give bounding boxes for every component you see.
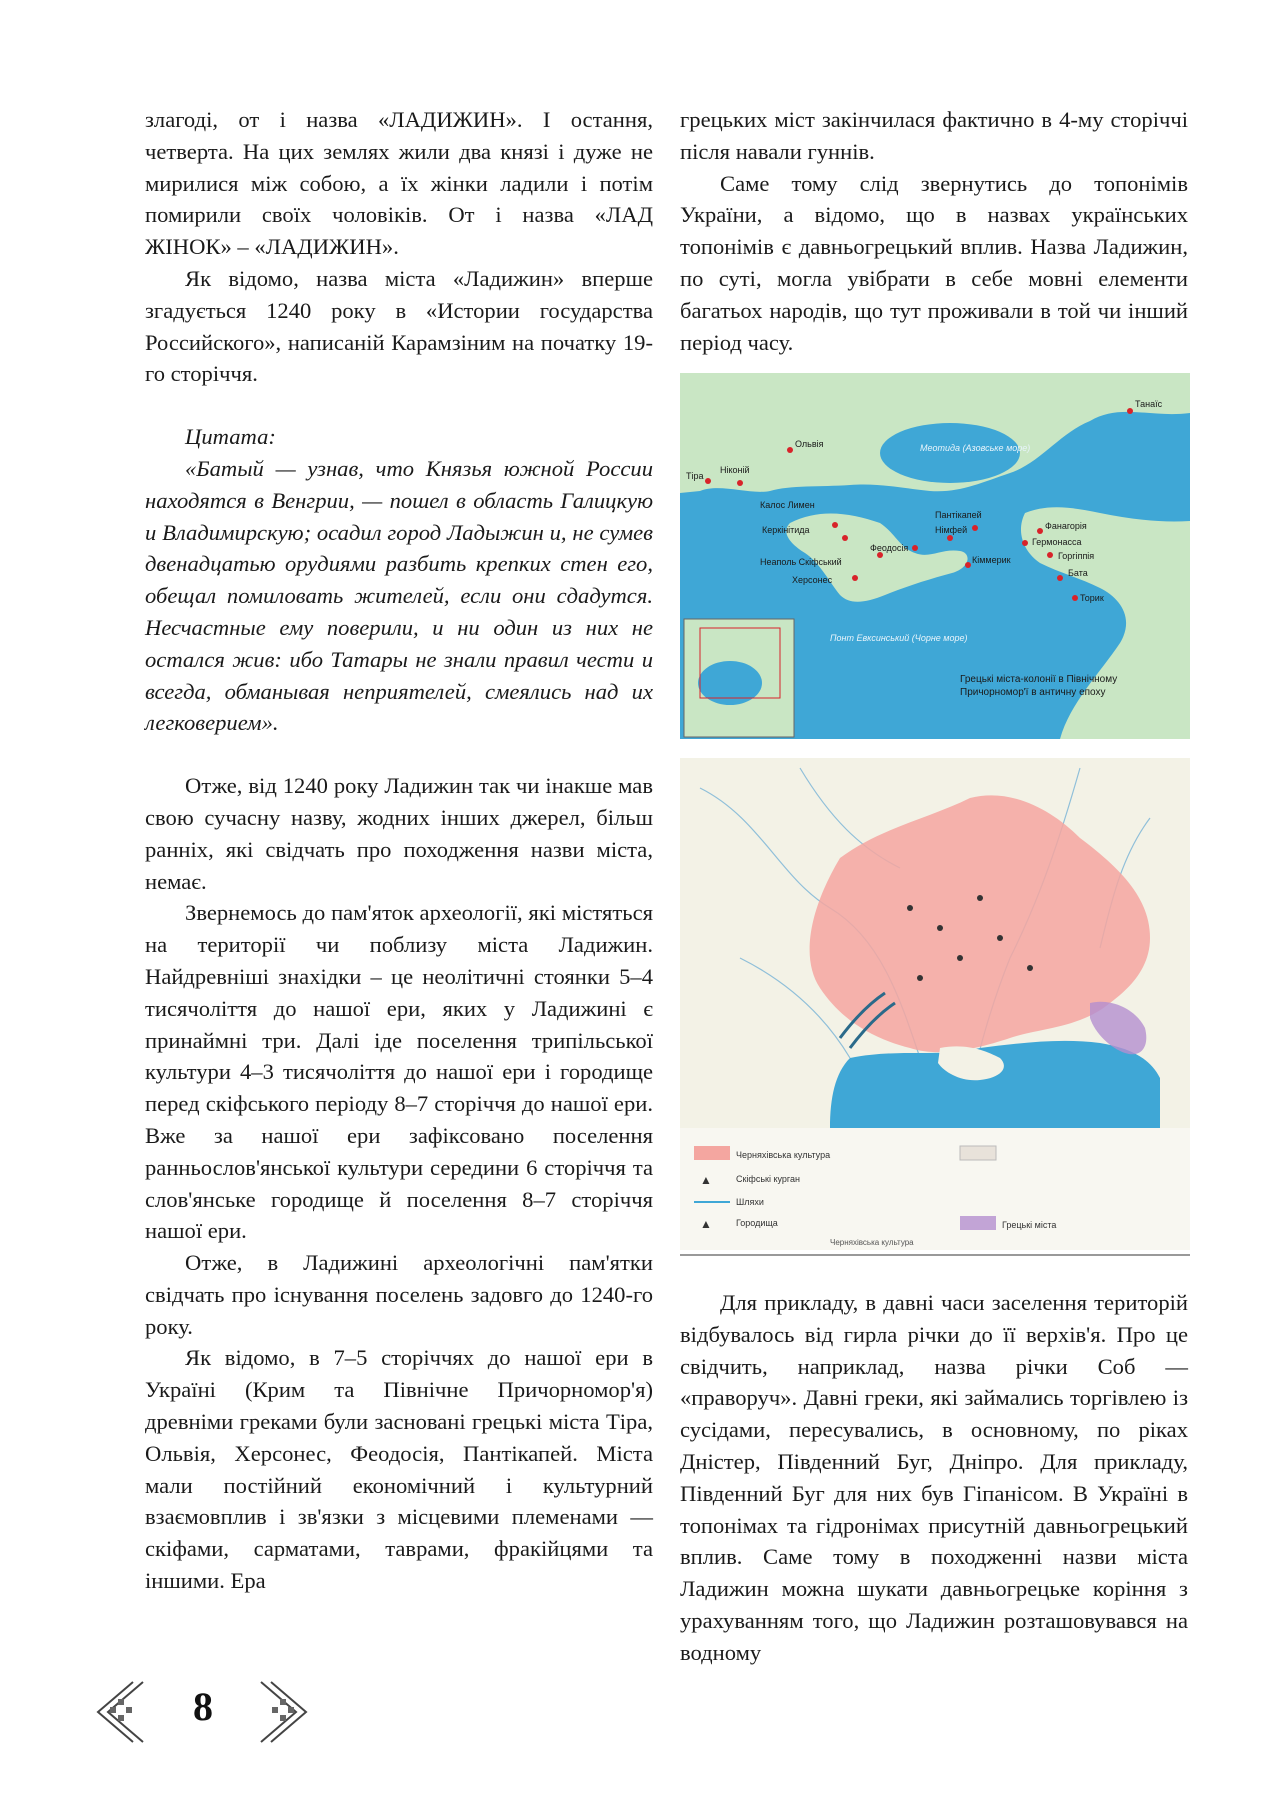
divider	[680, 1254, 1190, 1256]
svg-text:▲: ▲	[700, 1217, 712, 1231]
map-label: Феодосія	[870, 543, 909, 553]
map-label: Тіра	[686, 471, 704, 481]
legend-item: Шляхи	[736, 1197, 764, 1207]
map-label: Ніконій	[720, 465, 750, 475]
legend-item: Городища	[736, 1218, 778, 1228]
map-label: Керкінітида	[762, 525, 810, 535]
map-label: Кіммерик	[972, 555, 1011, 565]
map-label: Бата	[1068, 568, 1088, 578]
legend-item: Грецькі міста	[1002, 1220, 1057, 1230]
paragraph: Отже, від 1240 року Ладижин так чи інакше мав свою сучасну назву, жодних інших джерел, більш ранніх, які свідчать про походження назви міста, немає.	[145, 773, 653, 894]
map-label: Меотида (Азовське море)	[920, 443, 1031, 453]
map-greek-colonies	[680, 373, 1190, 739]
paragraph: Саме тому слід звернутись до топонімів України, а відомо, що в назвах українських топонімів є давньогрецький вплив. Назва Ладижин, по суті, могла увібрати в себе мовні елементи багатьох народів, що тут проживали в той чи інший період часу.	[680, 170, 1188, 355]
map-label: Неаполь Скіфський	[760, 557, 842, 567]
paragraph: Отже, в Ладижині археологічні пам'ятки свідчать про існування поселень задовго до 1240-го року.	[145, 1250, 653, 1339]
paragraph: Як відомо, назва міста «Ладижин» вперше згадується 1240 року в «Истории государства Российского», написаній Карамзіним на початку 19-го сторіччя.	[145, 265, 653, 387]
paragraph: грецьких міст закінчилася фактично в 4-му сторіччі після навали гуннів.	[680, 107, 1188, 164]
map-label: Танаїс	[1135, 399, 1163, 409]
map-caption: Черняхівська культура	[830, 1238, 914, 1247]
legend-item: Черняхівська культура	[736, 1150, 831, 1160]
paragraph: Для прикладу, в давні часи заселення територій відбувалось від гирла річки до її верхів'я. Про це свідчить, наприклад, назва річки Соб — «праворуч». Давні греки, які займались торгівлею із сусідами, пересувались, в основному, по ріках Дністер, Південний Буг, Дніпро. Для прикладу, Південний Буг для них був Гіпанісом. В Україні в топонімах та гідронімах присутній давньогрецький вплив. Саме тому в походженні назви міста Ладижин можна шукати давньогрецьке коріння з урахуванням того, що Ладижин розташовувався на водному	[680, 1290, 1188, 1665]
map-label: Калос Лимен	[760, 500, 815, 510]
left-column	[145, 104, 653, 1597]
map-chernyakhiv	[680, 758, 1190, 1250]
map-label: Фанагорія	[1045, 521, 1087, 531]
map-label: Гермонасса	[1032, 537, 1082, 547]
quote-text: «Батый — узнав, что Князья южной России находятся в Венгрии, — пошел в область Галицкую и Владимирскую; осадил город Ладыжин и, не сумев двенадцатью орудиями разбить крепких стен его, обещал помиловать жителей, если они сдадутся. Несчастные ему поверили, и ни один из них не остался жив: ибо Татары не знали правил чести и всегда, обманывая неприятелей, смеялись над их легковерием».	[145, 455, 653, 736]
paragraph: Звернемось до пам'яток археології, які містяться на території чи поблизу міста Ладижин. Найдревніші знахідки – це неолітичні стоянки 5–4 тисячоліття до нашої ери, яких у Ладижині є принаймні три. Далі іде поселення трипільської культури 4–3 тисячоліття до нашої ери і городище перед скіфського періоду 8–7 сторіччя до нашої ери. Вже за нашої ери зафіксовано поселення ранньослов'янської культури середини 6 сторіччя та слов'янське городище й поселення 8–7 сторіччя нашої ери.	[145, 900, 653, 1244]
map-label: Торик	[1080, 593, 1104, 603]
page-number: 8	[193, 1684, 213, 1729]
map-caption: Грецькі міста-колонії в Північному Причорномор'ї в античну епоху	[960, 674, 1118, 698]
paragraph: злагоді, от і назва «ЛАДИЖИН». І остання, четверта. На цих землях жили два князі і дуже не мирилися між собою, а їх жінки ладили і потім помирили своїх чоловіків. От і назва «ЛАД ЖІНОК» – «ЛАДИЖИН».	[145, 107, 653, 260]
ornament-right-icon	[256, 1677, 316, 1747]
map-chernyakhiv-svg	[680, 758, 1190, 1250]
map-label: Німфей	[935, 525, 968, 535]
legend-item: Скіфські курган	[736, 1174, 800, 1184]
map-label: Херсонес	[792, 575, 833, 585]
svg-text:▲: ▲	[700, 1173, 712, 1187]
quote-label: Цитата:	[185, 424, 276, 450]
map-label: Понт Евксинський (Чорне море)	[830, 633, 968, 643]
map-label: Ольвія	[795, 439, 824, 449]
paragraph: Як відомо, в 7–5 сторіччях до нашої ери в Україні (Крим та Північне Причорномор'я) древніми греками були засновані грецькі міста Тіра, Ольвія, Херсонес, Феодосія, Пантікапей. Міста мали постійний економічний і культурний взаємовплив і зв'язки з місцевими племенами — скіфами, сарматами, таврами, фракійцями та іншими. Ера	[145, 1345, 653, 1594]
right-column-bottom	[680, 1287, 1188, 1669]
map-label: Пантікапей	[935, 510, 982, 520]
map-label: Горгіппія	[1058, 551, 1095, 561]
right-column-top	[680, 104, 1188, 358]
ornament-left-icon	[88, 1677, 148, 1747]
map-greek-colonies-svg	[680, 373, 1190, 739]
